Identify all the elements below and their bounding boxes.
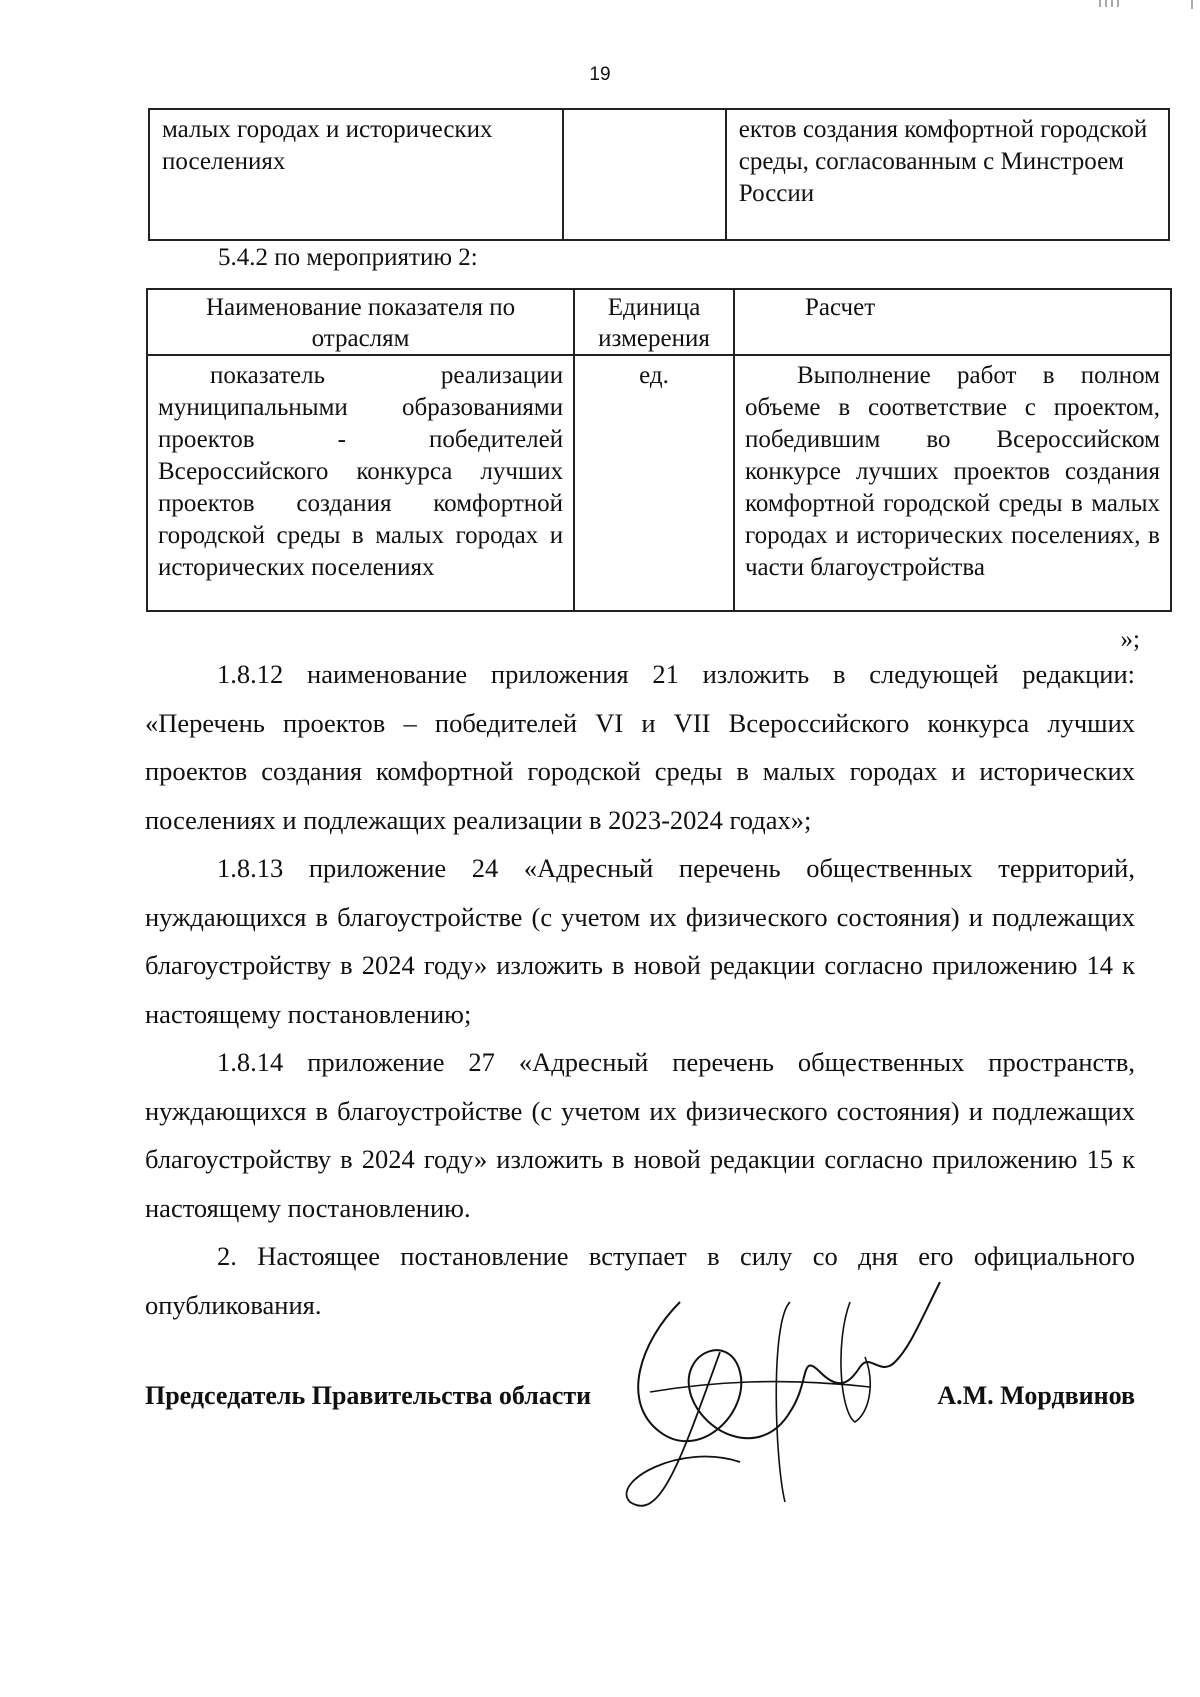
signatory-name: А.М. Мордвинов — [937, 1381, 1135, 1410]
paragraph: 1.8.14 приложение 27 «Адресный перечень общественных пространств, нуждающихся в благоустройстве (с учетом их физического состояния) и подлежащих благоустройству в 2024 году» изложить в новой редакции согласно приложению 15 к настоящему постановлению. — [145, 1047, 1135, 1223]
table-row — [149, 109, 1169, 240]
table-cell-unit: ед. — [574, 355, 734, 611]
table-cell-name: показатель реализации муниципальными образованиями проектов - победителей Всероссийского конкурса лучших проектов создания комфортной городской среды в малых городах и исторических поселениях — [147, 355, 574, 611]
indicator-table — [146, 288, 1172, 612]
subheading: 5.4.2 по мероприятию 2: — [218, 244, 478, 271]
table-cell-calc: ектов создания комфортной городской среды, согласованным с Минстроем России — [726, 109, 1169, 240]
table-header-calc: Расчет — [734, 289, 1171, 355]
table-header-name: Наименование показателя по отраслям — [147, 289, 574, 355]
paragraph: 2. Настоящее постановление вступает в силу со дня его официального опубликования. — [145, 1241, 1135, 1320]
table-header-unit: Единица измерения — [574, 289, 734, 355]
closing-quote: »; — [1120, 626, 1140, 653]
scan-edge-marks — [1040, 0, 1200, 10]
table-cell-name: малых городах и исторических поселениях — [149, 109, 563, 240]
body-text — [145, 650, 1135, 1329]
paragraph: 1.8.13 приложение 24 «Адресный перечень общественных территорий, нуждающихся в благоустройстве (с учетом их физического состояния) и подлежащих благоустройству в 2024 году» изложить в новой редакции согласно приложению 14 к настоящему постановлению; — [145, 853, 1135, 1029]
table-row — [147, 355, 1171, 611]
table-cell-unit — [563, 109, 726, 240]
paragraph: 1.8.12 наименование приложения 21 изложить в следующей редакции: «Перечень проектов – победителей VI и VII Всероссийского конкурса лучших проектов создания комфортной городской среды в малых городах и исторических поселениях и подлежащих реализации в 2023-2024 годах»; — [145, 659, 1135, 835]
handwritten-signature-icon — [620, 1262, 950, 1522]
signatory-position: Председатель Правительства области — [145, 1381, 592, 1410]
page-number: 19 — [589, 64, 611, 85]
table-header-row — [147, 289, 1171, 355]
table-cell-calc: Выполнение работ в полном объеме в соответствие с проектом, победившим во Всероссийском конкурсе лучших проектов создания комфортной городской среды в малых городах и исторических поселениях, в части благоустройства — [734, 355, 1171, 611]
continued-table — [148, 108, 1170, 241]
